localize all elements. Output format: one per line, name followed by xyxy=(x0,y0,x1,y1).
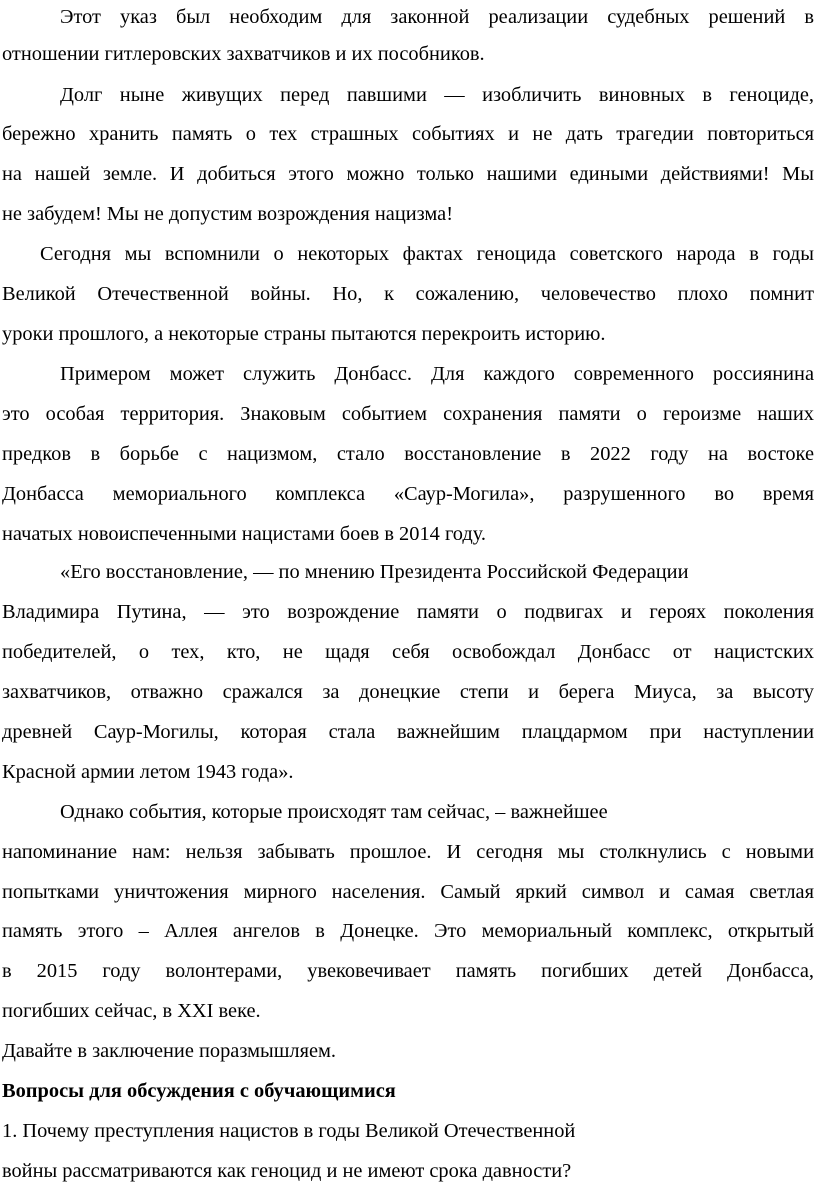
question-item: войны рассматриваются как геноцид и не имеют срока давности? xyxy=(2,1160,572,1182)
text-line: Долг ныне живущих перед павшими — изобличить виновных в геноциде, xyxy=(60,84,814,106)
section-heading: Вопросы для обсуждения с обучающимися xyxy=(2,1080,396,1102)
text-line: бережно хранить память о тех страшных событиях и не дать трагедии повториться xyxy=(2,123,814,145)
question-item: 1. Почему преступления нацистов в годы Великой Отечественной xyxy=(2,1120,576,1142)
text-line: предков в борьбе с нацизмом, стало восстановление в 2022 году на востоке xyxy=(2,443,814,465)
text-line: не забудем! Мы не допустим возрождения нацизма! xyxy=(2,203,454,225)
text-line: победителей, о тех, кто, не щадя себя освобождал Донбасс от нацистских xyxy=(2,641,814,663)
text-line: Владимира Путина, — это возрождение памяти о подвигах и героях поколения xyxy=(2,601,814,623)
text-line: в 2015 году волонтерами, увековечивает память погибших детей Донбасса, xyxy=(2,960,814,982)
text-line: древней Саур-Могилы, которая стала важнейшим плацдармом при наступлении xyxy=(2,721,814,743)
text-line: погибших сейчас, в XXI веке. xyxy=(2,1000,261,1022)
text-line: «Его восстановление, — по мнению Президента Российской Федерации xyxy=(60,561,689,583)
text-line: Сегодня мы вспомнили о некоторых фактах геноцида советского народа в годы xyxy=(40,243,814,265)
text-line: уроки прошлого, а некоторые страны пытаются перекроить историю. xyxy=(2,323,606,345)
text-line: попытками уничтожения мирного населения. Самый яркий символ и самая светлая xyxy=(2,881,814,903)
text-line: Давайте в заключение поразмышляем. xyxy=(2,1040,337,1062)
text-line: Великой Отечественной войны. Но, к сожалению, человечество плохо помнит xyxy=(2,283,814,305)
text-line: это особая территория. Знаковым событием сохранения памяти о героизме наших xyxy=(2,403,814,425)
text-line: Однако события, которые происходят там сейчас, – важнейшее xyxy=(60,801,608,823)
text-line: Донбасса мемориального комплекса «Саур-Могила», разрушенного во время xyxy=(2,483,814,505)
text-line: память этого – Аллея ангелов в Донецке. Это мемориальный комплекс, открытый xyxy=(2,920,814,942)
text-line: на нашей земле. И добиться этого можно только нашими едиными действиями! Мы xyxy=(2,163,814,185)
text-line: захватчиков, отважно сражался за донецкие степи и берега Миуса, за высоту xyxy=(2,681,814,703)
text-line: начатых новоиспеченными нацистами боев в 2014 году. xyxy=(2,523,487,545)
text-line: напоминание нам: нельзя забывать прошлое. И сегодня мы столкнулись с новыми xyxy=(2,841,814,863)
text-line: Этот указ был необходим для законной реализации судебных решений в xyxy=(60,6,814,28)
text-line: Примером может служить Донбасс. Для каждого современного россиянина xyxy=(60,363,814,385)
text-line: отношении гитлеровских захватчиков и их пособников. xyxy=(2,43,485,65)
text-line: Красной армии летом 1943 года». xyxy=(2,761,294,783)
